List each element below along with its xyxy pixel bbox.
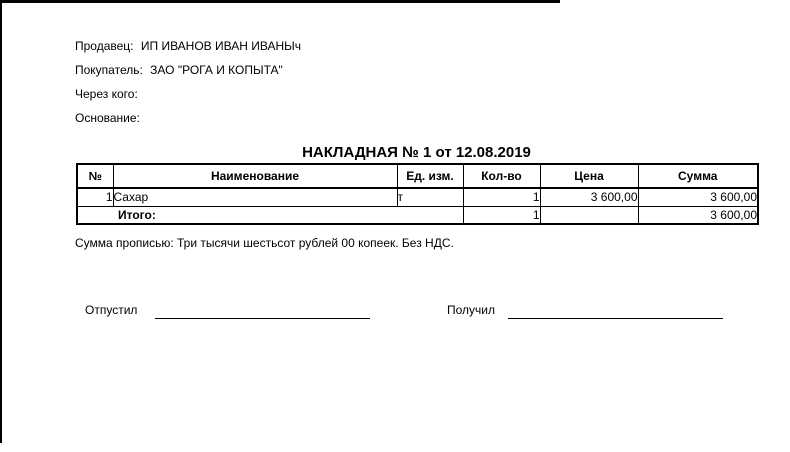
total-row (77, 206, 758, 224)
table-row (77, 188, 758, 206)
released-by-label: Отпустил (85, 303, 138, 317)
item-price: 3 600,00 (540, 188, 638, 206)
via-whom-line (75, 88, 301, 100)
total-quantity: 1 (463, 206, 540, 224)
seller-label: Продавец: (75, 39, 134, 53)
item-name: Сахар (113, 188, 397, 206)
col-header-unit: Ед. изм. (397, 164, 463, 188)
via-whom-label: Через кого: (75, 87, 138, 101)
seller-line (75, 40, 301, 52)
buyer-label: Покупатель: (75, 63, 143, 77)
total-price-empty (540, 206, 638, 224)
amount-in-words: Сумма прописью: Три тысячи шестьсот рублей 00 копеек. Без НДС. (75, 236, 454, 250)
col-header-name: Наименование (113, 164, 397, 188)
col-header-number: № (77, 164, 113, 188)
basis-label: Основание: (75, 111, 140, 125)
seller-value: ИП ИВАНОВ ИВАН ИВАНЫч (140, 39, 302, 53)
item-quantity: 1 (463, 188, 540, 206)
received-by-label: Получил (447, 303, 495, 317)
invoice-header-fields (75, 40, 301, 124)
items-table (76, 163, 759, 225)
total-sum: 3 600,00 (638, 206, 758, 224)
released-by-signature-line (155, 318, 370, 319)
basis-line (75, 112, 301, 124)
item-number: 1 (77, 188, 113, 206)
received-by-signature-line (508, 318, 723, 319)
buyer-line (75, 64, 301, 76)
buyer-value: ЗАО "РОГА И КОПЫТА" (150, 63, 283, 77)
col-header-sum: Сумма (638, 164, 758, 188)
item-sum: 3 600,00 (638, 188, 758, 206)
item-unit: т (397, 188, 463, 206)
total-label: Итого: (77, 206, 463, 224)
invoice-title: НАКЛАДНАЯ № 1 от 12.08.2019 (302, 144, 531, 161)
window-left-edge (0, 0, 2, 443)
col-header-quantity: Кол-во (463, 164, 540, 188)
window-top-edge (0, 0, 560, 3)
table-header-row (77, 164, 758, 188)
col-header-price: Цена (540, 164, 638, 188)
